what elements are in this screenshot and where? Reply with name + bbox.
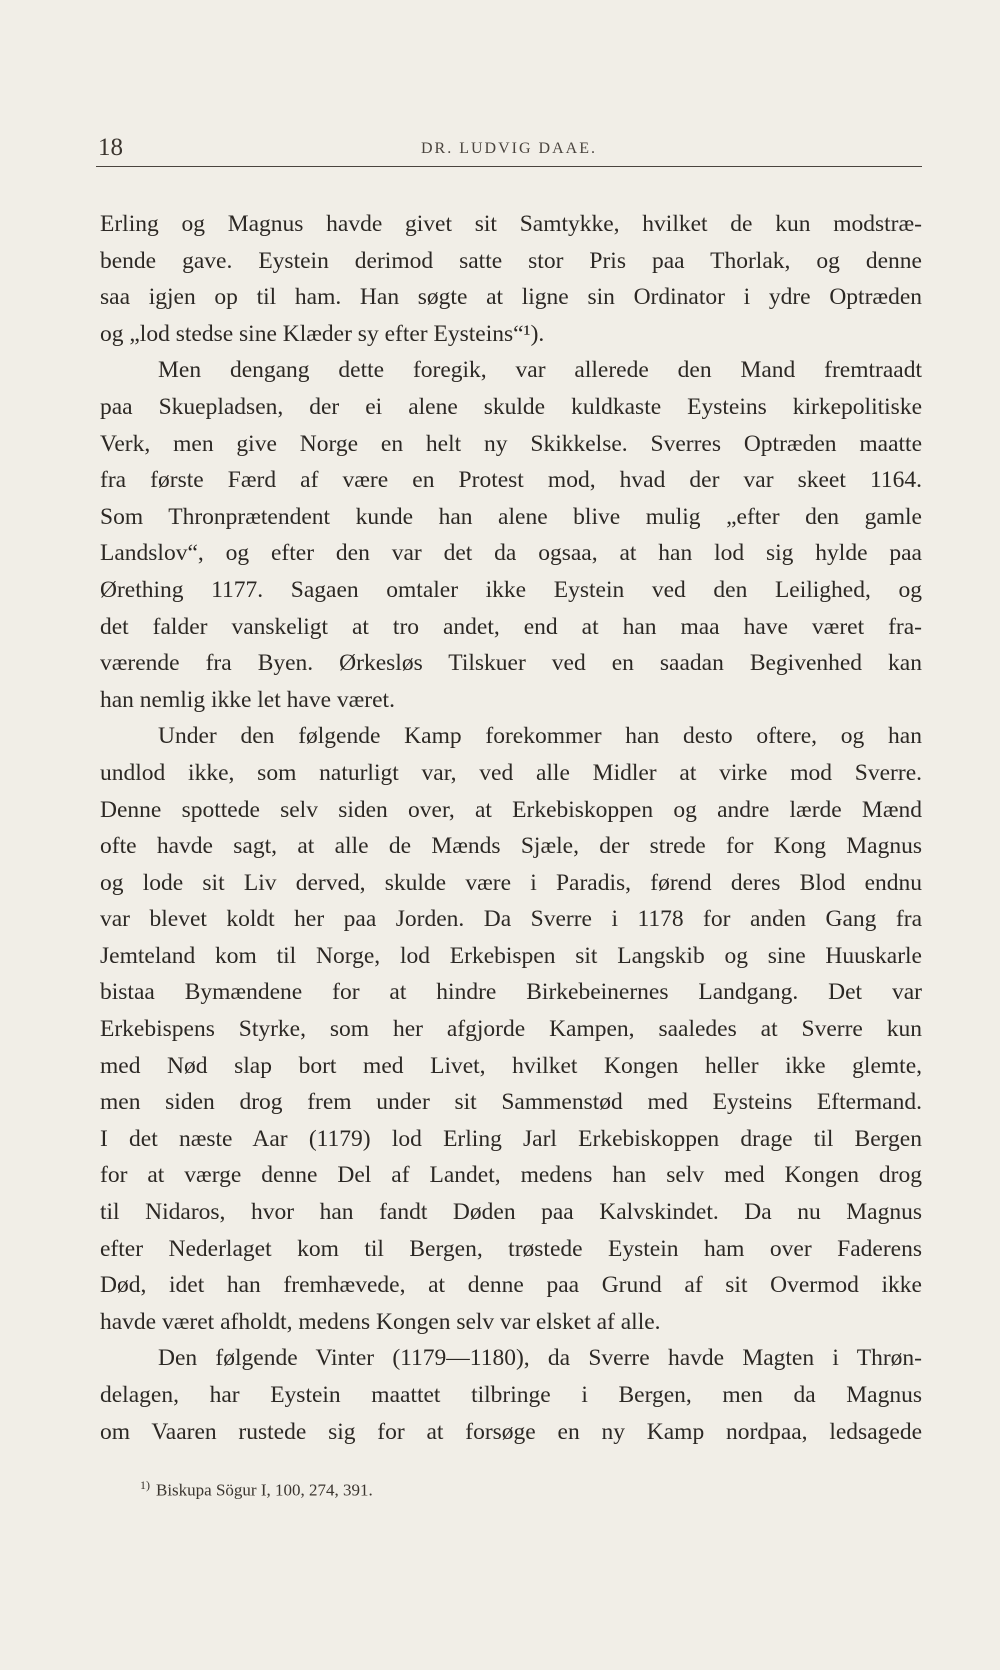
footnote xyxy=(140,1478,840,1501)
text-line: Den følgende Vinter (1179—1180), da Sverre havde Magten i Thrøn- xyxy=(158,1345,922,1372)
text-line: Verk, men give Norge en helt ny Skikkelse. Sverres Optræden maatte xyxy=(100,430,922,457)
text-line: til Nidaros, hvor han fandt Døden paa Kalvskindet. Da nu Magnus xyxy=(100,1199,922,1226)
text-line: Men dengang dette foregik, var allerede den Mand fremtraadt xyxy=(158,357,922,384)
text-line: Død, idet han fremhævede, at denne paa Grund af sit Overmod ikke xyxy=(100,1272,922,1299)
text-line: om Vaaren rustede sig for at forsøge en ny Kamp nordpaa, ledsagede xyxy=(100,1418,922,1445)
text-line: ofte havde sagt, at alle de Mænds Sjæle, der strede for Kong Magnus xyxy=(100,833,922,860)
text-line: for at værge denne Del af Landet, medens han selv med Kongen drog xyxy=(100,1162,922,1189)
text-line: det falder vanskeligt at tro andet, end at han maa have været fra- xyxy=(100,613,922,640)
text-line: Under den følgende Kamp forekommer han desto oftere, og han xyxy=(158,723,922,750)
text-line: bende gave. Eystein derimod satte stor Pris paa Thorlak, og denne xyxy=(100,247,922,274)
body-text xyxy=(100,206,922,1450)
footnote-marker: 1) xyxy=(140,1478,150,1492)
text-line: Landslov“, og efter den var det da ogsaa, at han lod sig hylde paa xyxy=(100,540,922,567)
text-line: havde været afholdt, medens Kongen selv var elsket af alle. xyxy=(100,1308,661,1335)
text-line: men siden drog frem under sit Sammenstød med Eysteins Eftermand. xyxy=(100,1089,922,1116)
text-line: delagen, har Eystein maattet tilbringe i Bergen, men da Magnus xyxy=(100,1382,922,1408)
text-line: og „lod stedse sine Klæder sy efter Eysteins“¹). xyxy=(100,320,545,347)
page-header xyxy=(96,128,922,168)
text-line: paa Skuepladsen, der ei alene skulde kuldkaste Eysteins kirkepolitiske xyxy=(100,393,922,420)
running-head: DR. LUDVIG DAAE. xyxy=(421,140,597,157)
text-line: Erkebispens Styrke, som her afgjorde Kampen, saaledes at Sverre kun xyxy=(100,1016,922,1043)
text-line: saa igjen op til ham. Han søgte at ligne sin Ordinator i ydre Optræden xyxy=(100,284,922,311)
text-line: Ørething 1177. Sagaen omtaler ikke Eystein ved den Leilighed, og xyxy=(100,576,922,603)
text-line: Jemteland kom til Norge, lod Erkebispen sit Langskib og sine Huuskarle xyxy=(100,942,922,969)
page-number: 18 xyxy=(98,134,123,161)
text-line: Erling og Magnus havde givet sit Samtykke, hvilket de kun modstræ- xyxy=(100,211,922,237)
text-line: undlod ikke, som naturligt var, ved alle Midler at virke mod Sverre. xyxy=(100,759,922,786)
text-line: og lode sit Liv derved, skulde være i Paradis, førend deres Blod endnu xyxy=(100,869,922,896)
text-line: Denne spottede selv siden over, at Erkebiskoppen og andre lærde Mænd xyxy=(100,796,922,823)
header-rule xyxy=(96,166,922,167)
text-line: var blevet koldt her paa Jorden. Da Sverre i 1178 for anden Gang fra xyxy=(100,906,922,933)
text-line: med Nød slap bort med Livet, hvilket Kongen heller ikke glemte, xyxy=(100,1052,922,1079)
text-line: I det næste Aar (1179) lod Erling Jarl Erkebiskoppen drage til Bergen xyxy=(100,1125,922,1152)
text-line: værende fra Byen. Ørkesløs Tilskuer ved en saadan Begivenhed kan xyxy=(100,650,922,677)
text-line: bistaa Bymændene for at hindre Birkebeinernes Landgang. Det var xyxy=(100,979,922,1006)
text-line: fra første Færd af være en Protest mod, hvad der var skeet 1164. xyxy=(100,467,922,494)
text-line: efter Nederlaget kom til Bergen, trøstede Eystein ham over Faderens xyxy=(100,1235,922,1262)
footnote-text: Biskupa Sögur I, 100, 274, 391. xyxy=(156,1480,373,1500)
text-line: Som Thronprætendent kunde han alene blive mulig „efter den gamle xyxy=(100,503,922,530)
text-line: han nemlig ikke let have været. xyxy=(100,686,395,713)
